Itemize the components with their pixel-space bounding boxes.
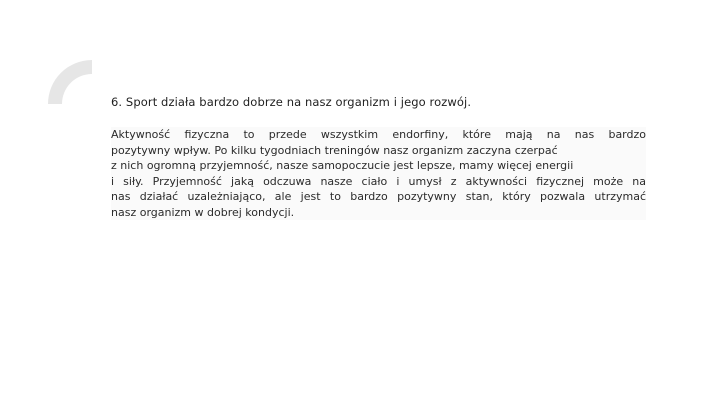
quarter-ring-decoration-icon: [48, 60, 92, 104]
slide-heading: 6. Sport działa bardzo dobrze na nasz organizm i jego rozwój.: [111, 95, 472, 109]
paragraph-line: pozytywny wpływ. Po kilku tygodniach treningów nasz organizm zaczyna czerpać: [111, 143, 558, 157]
slide-content: [111, 94, 646, 220]
paragraph-line: nas działać uzależniająco, ale jest to bardzo pozytywny stan, który pozwala utrzymać: [111, 190, 646, 203]
paragraph-line: z nich ogromną przyjemność, nasze samopoczucie jest lepsze, mamy więcej energii: [111, 159, 574, 172]
paragraph-line: Aktywność fizyczna to przede wszystkim endorfiny, które mają na nas bardzo: [111, 128, 646, 141]
paragraph-line: i siły. Przyjemność jaką odczuwa nasze ciało i umysł z aktywności fizycznej może na: [111, 174, 646, 188]
paragraph-line: nasz organizm w dobrej kondycji.: [111, 205, 295, 219]
paragraph: [111, 127, 646, 220]
